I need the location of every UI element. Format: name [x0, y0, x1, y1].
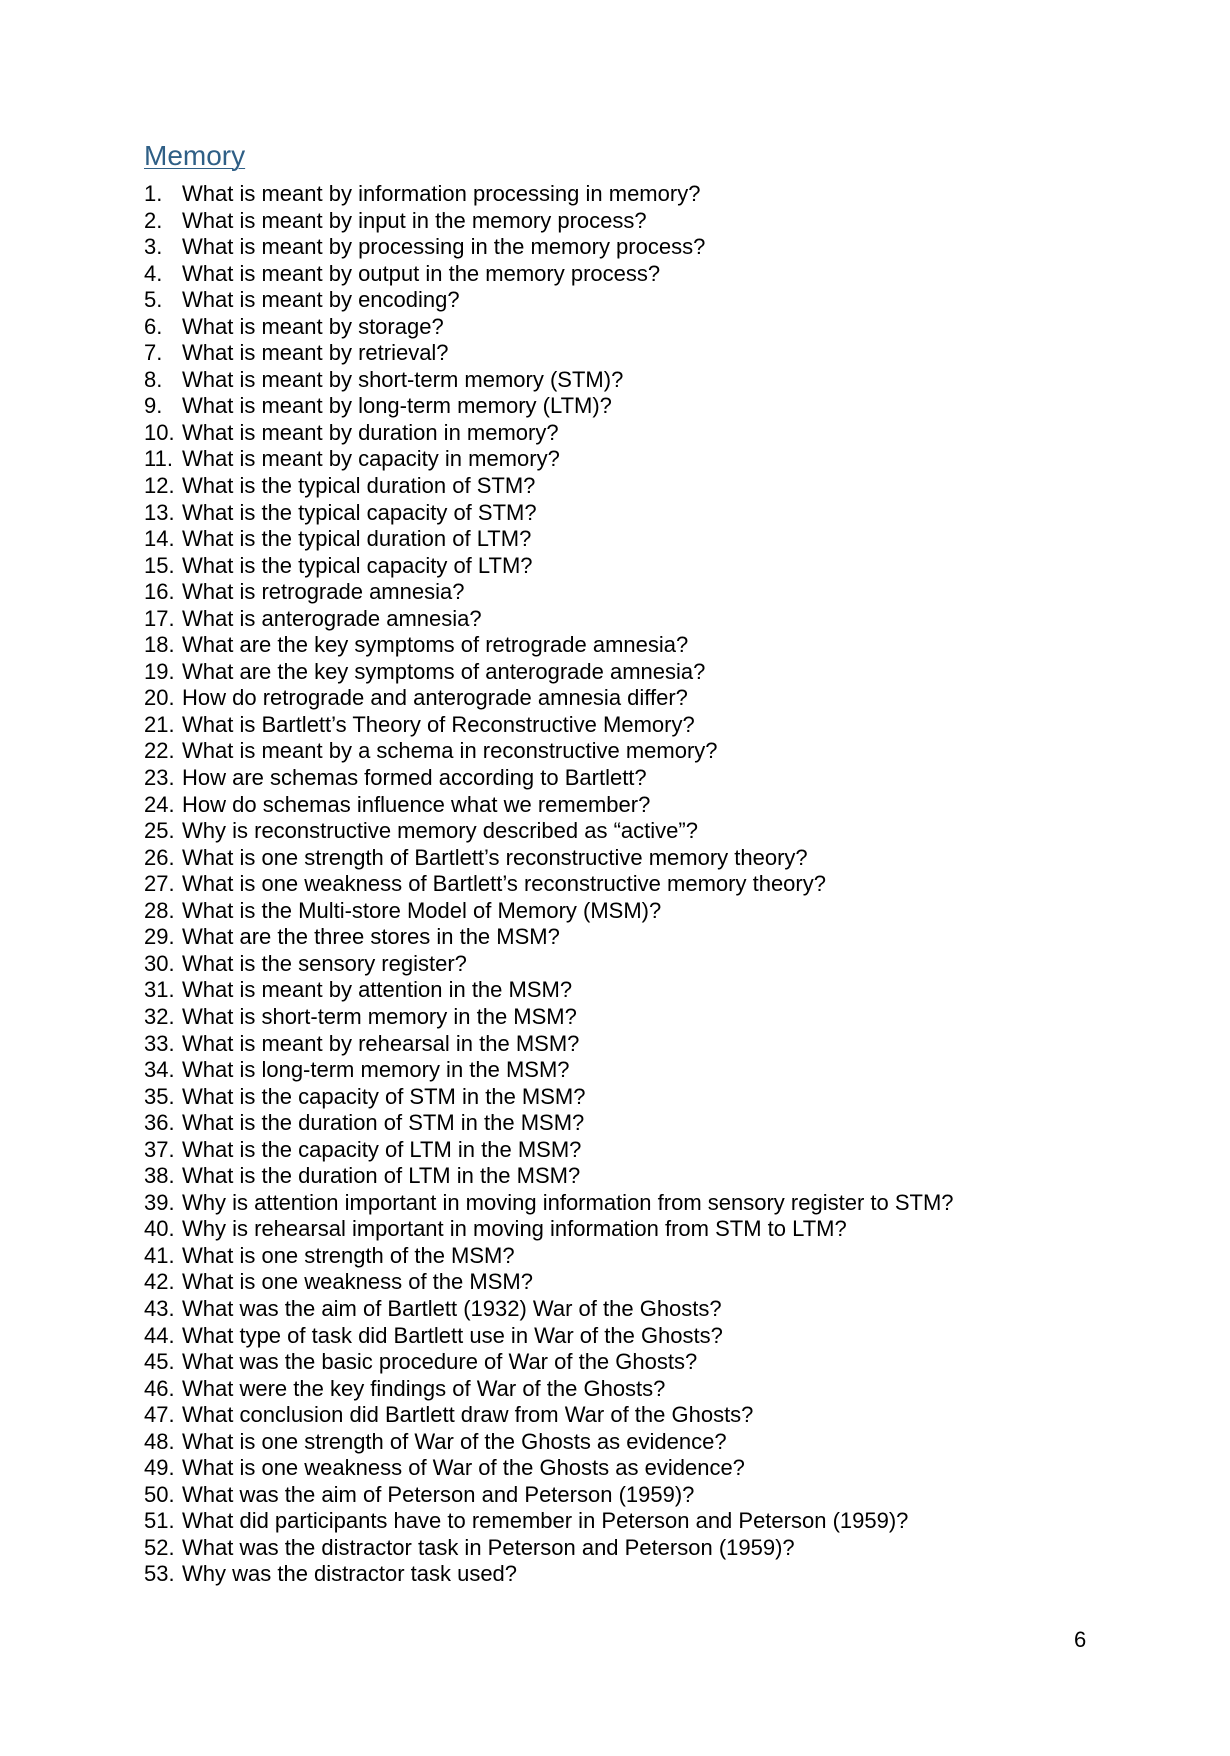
question-text: What was the basic procedure of War of the Ghosts?	[182, 1349, 698, 1375]
question-text: What were the key findings of War of the Ghosts?	[182, 1375, 666, 1401]
question-number: 46.	[144, 1375, 175, 1401]
question-text: Why is rehearsal important in moving information from STM to LTM?	[182, 1216, 847, 1242]
question-number: 39.	[144, 1189, 175, 1215]
question-item	[144, 1296, 954, 1323]
question-number: 11.	[144, 446, 173, 472]
question-number: 27.	[144, 871, 175, 897]
question-text: What is the sensory register?	[182, 950, 467, 976]
question-item	[144, 1137, 954, 1164]
question-text: What is the typical capacity of STM?	[182, 499, 537, 525]
question-item	[144, 1004, 954, 1031]
question-text: What conclusion did Bartlett draw from War of the Ghosts?	[182, 1402, 754, 1428]
question-item	[144, 1349, 954, 1376]
question-item	[144, 924, 954, 951]
question-number: 30.	[144, 950, 175, 976]
question-item	[144, 1561, 954, 1588]
question-number: 5.	[144, 287, 163, 313]
question-text: What is retrograde amnesia?	[182, 579, 465, 605]
question-text: What is one weakness of War of the Ghosts as evidence?	[182, 1455, 745, 1481]
question-text: What is meant by input in the memory process?	[182, 207, 647, 233]
question-number: 4.	[144, 260, 163, 286]
question-text: What did participants have to remember in Peterson and Peterson (1959)?	[182, 1508, 909, 1534]
question-text: What are the key symptoms of retrograde amnesia?	[182, 632, 689, 658]
question-text: What is the duration of LTM in the MSM?	[182, 1163, 581, 1189]
question-text: What is the typical capacity of LTM?	[182, 552, 533, 578]
question-number: 28.	[144, 897, 175, 923]
question-text: What is short-term memory in the MSM?	[182, 1003, 577, 1029]
question-number: 29.	[144, 924, 175, 950]
question-item	[144, 1269, 954, 1296]
question-item	[144, 792, 954, 819]
question-item	[144, 1031, 954, 1058]
question-number: 42.	[144, 1269, 175, 1295]
question-text: What is meant by rehearsal in the MSM?	[182, 1030, 580, 1056]
question-text: What is meant by processing in the memory process?	[182, 234, 706, 260]
question-text: Why is reconstructive memory described as “active”?	[182, 818, 698, 844]
question-text: What is meant by retrieval?	[182, 340, 449, 366]
question-item	[144, 1482, 954, 1509]
question-number: 18.	[144, 632, 175, 658]
question-text: How are schemas formed according to Bartlett?	[182, 765, 647, 791]
question-number: 44.	[144, 1322, 175, 1348]
question-number: 49.	[144, 1455, 175, 1481]
question-text: What is one weakness of Bartlett’s reconstructive memory theory?	[182, 871, 826, 897]
question-number: 26.	[144, 844, 175, 870]
question-item	[144, 685, 954, 712]
question-text: What is meant by attention in the MSM?	[182, 977, 573, 1003]
question-number: 14.	[144, 526, 175, 552]
question-number: 12.	[144, 473, 175, 499]
question-item	[144, 1508, 954, 1535]
question-text: What is the duration of STM in the MSM?	[182, 1110, 585, 1136]
question-number: 32.	[144, 1003, 175, 1029]
question-item	[144, 871, 954, 898]
question-item	[144, 446, 954, 473]
question-number: 51.	[144, 1508, 175, 1534]
question-number: 23.	[144, 765, 175, 791]
question-text: What is the Multi-store Model of Memory (MSM)?	[182, 897, 662, 923]
question-item	[144, 420, 954, 447]
question-text: What is meant by long-term memory (LTM)?	[182, 393, 612, 419]
question-number: 21.	[144, 711, 175, 737]
question-item	[144, 1535, 954, 1562]
question-number: 13.	[144, 499, 175, 525]
question-text: How do schemas influence what we remember?	[182, 791, 651, 817]
question-text: What was the distractor task in Peterson and Peterson (1959)?	[182, 1534, 795, 1560]
question-text: What is the capacity of LTM in the MSM?	[182, 1136, 582, 1162]
question-text: Why was the distractor task used?	[182, 1561, 518, 1587]
question-item	[144, 1110, 954, 1137]
question-text: What is one strength of War of the Ghosts as evidence?	[182, 1428, 727, 1454]
question-item	[144, 553, 954, 580]
question-item	[144, 845, 954, 872]
question-number: 50.	[144, 1481, 175, 1507]
question-text: What is meant by a schema in reconstructive memory?	[182, 738, 718, 764]
section-heading: Memory	[144, 140, 246, 171]
question-number: 33.	[144, 1030, 175, 1056]
question-number: 48.	[144, 1428, 175, 1454]
question-text: What is long-term memory in the MSM?	[182, 1057, 570, 1083]
question-item	[144, 500, 954, 527]
question-item	[144, 526, 954, 553]
question-text: What is Bartlett’s Theory of Reconstructive Memory?	[182, 711, 695, 737]
question-text: Why is attention important in moving information from sensory register to STM?	[182, 1189, 954, 1215]
question-number: 24.	[144, 791, 175, 817]
question-number: 10.	[144, 419, 175, 445]
question-text: What is one strength of the MSM?	[182, 1242, 515, 1268]
question-item	[144, 314, 954, 341]
question-number: 3.	[144, 234, 163, 260]
question-number: 7.	[144, 340, 163, 366]
question-list	[144, 181, 954, 1588]
question-text: What is meant by storage?	[182, 313, 444, 339]
question-item	[144, 1429, 954, 1456]
question-number: 1.	[144, 181, 163, 206]
question-number: 31.	[144, 977, 175, 1003]
question-text: What was the aim of Peterson and Peterson (1959)?	[182, 1481, 695, 1507]
question-number: 43.	[144, 1295, 175, 1321]
question-item	[144, 1084, 954, 1111]
question-text: What is the capacity of STM in the MSM?	[182, 1083, 586, 1109]
question-item	[144, 712, 954, 739]
question-number: 47.	[144, 1402, 175, 1428]
question-text: What is one strength of Bartlett’s reconstructive memory theory?	[182, 844, 808, 870]
question-item	[144, 951, 954, 978]
question-number: 9.	[144, 393, 163, 419]
question-item	[144, 898, 954, 925]
question-number: 34.	[144, 1057, 175, 1083]
question-text: What was the aim of Bartlett (1932) War of the Ghosts?	[182, 1295, 722, 1321]
question-text: How do retrograde and anterograde amnesia differ?	[182, 685, 688, 711]
question-item	[144, 632, 954, 659]
question-number: 53.	[144, 1561, 175, 1587]
question-text: What is meant by duration in memory?	[182, 419, 559, 445]
question-text: What is anterograde amnesia?	[182, 605, 482, 631]
question-item	[144, 234, 954, 261]
question-text: What type of task did Bartlett use in War of the Ghosts?	[182, 1322, 723, 1348]
question-item	[144, 1402, 954, 1429]
question-item	[144, 1376, 954, 1403]
question-item	[144, 1323, 954, 1350]
question-text: What is meant by information processing in memory?	[182, 181, 701, 206]
question-item	[144, 606, 954, 633]
question-text: What is meant by encoding?	[182, 287, 460, 313]
question-text: What is the typical duration of LTM?	[182, 526, 532, 552]
question-number: 37.	[144, 1136, 175, 1162]
question-item	[144, 1216, 954, 1243]
question-item	[144, 659, 954, 686]
question-number: 2.	[144, 207, 163, 233]
question-item	[144, 367, 954, 394]
question-number: 40.	[144, 1216, 175, 1242]
question-item	[144, 181, 954, 208]
question-item	[144, 208, 954, 235]
question-number: 22.	[144, 738, 175, 764]
question-item	[144, 977, 954, 1004]
page-number: 6	[1074, 1627, 1087, 1652]
question-item	[144, 340, 954, 367]
question-number: 36.	[144, 1110, 175, 1136]
question-number: 38.	[144, 1163, 175, 1189]
question-text: What is one weakness of the MSM?	[182, 1269, 533, 1295]
question-item	[144, 1190, 954, 1217]
question-item	[144, 1057, 954, 1084]
question-text: What is the typical duration of STM?	[182, 473, 536, 499]
question-item	[144, 473, 954, 500]
question-number: 41.	[144, 1242, 175, 1268]
question-item	[144, 1243, 954, 1270]
question-text: What is meant by capacity in memory?	[182, 446, 560, 472]
question-number: 17.	[144, 605, 175, 631]
question-item	[144, 738, 954, 765]
question-number: 45.	[144, 1349, 175, 1375]
question-text: What is meant by output in the memory process?	[182, 260, 661, 286]
question-text: What are the key symptoms of anterograde amnesia?	[182, 658, 706, 684]
question-item	[144, 1163, 954, 1190]
question-item	[144, 261, 954, 288]
question-item	[144, 579, 954, 606]
question-number: 15.	[144, 552, 175, 578]
question-number: 6.	[144, 313, 163, 339]
question-number: 20.	[144, 685, 175, 711]
question-number: 52.	[144, 1534, 175, 1560]
question-number: 16.	[144, 579, 175, 605]
question-number: 25.	[144, 818, 175, 844]
question-number: 19.	[144, 658, 175, 684]
question-item	[144, 1455, 954, 1482]
question-item	[144, 765, 954, 792]
question-number: 8.	[144, 366, 163, 392]
question-item	[144, 287, 954, 314]
question-item	[144, 393, 954, 420]
question-item	[144, 818, 954, 845]
question-text: What are the three stores in the MSM?	[182, 924, 560, 950]
question-text: What is meant by short-term memory (STM)?	[182, 366, 624, 392]
question-number: 35.	[144, 1083, 175, 1109]
